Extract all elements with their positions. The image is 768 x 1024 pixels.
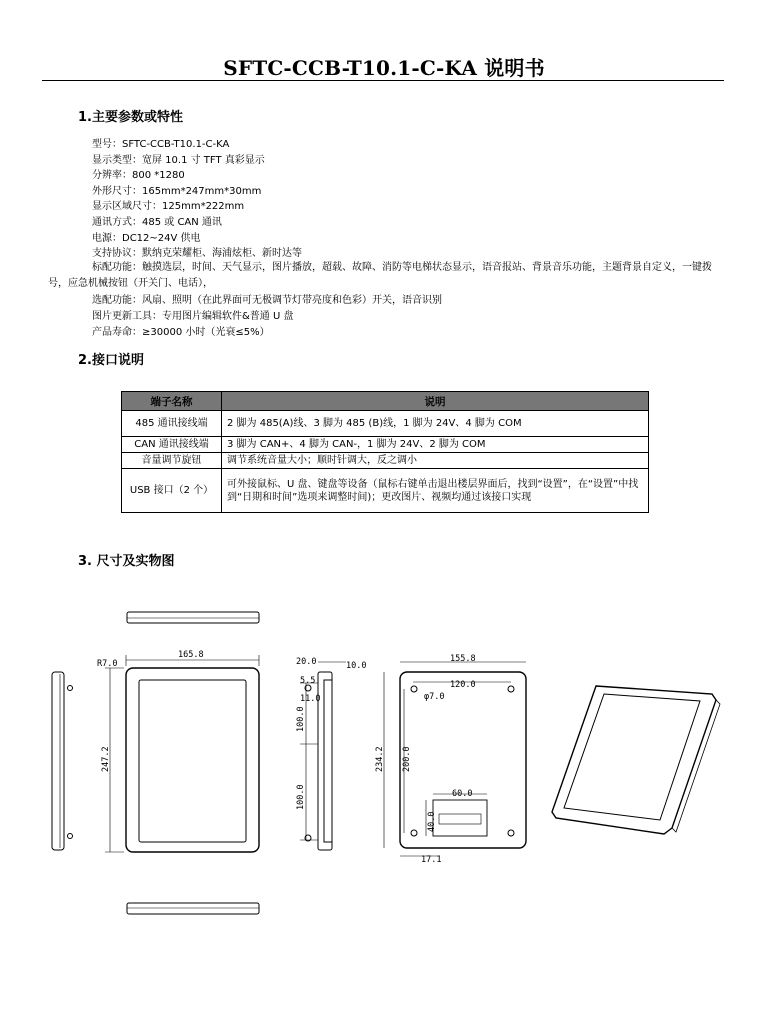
spec-display-type: 显示类型：宽屏 10.1 寸 TFT 真彩显示 bbox=[92, 155, 265, 166]
dim-back-port-width: 60.0 bbox=[452, 789, 473, 799]
spec-resolution: 分辨率：800 *1280 bbox=[92, 170, 185, 181]
column-header-description: 说明 bbox=[222, 392, 649, 411]
dim-front-height: 247.2 bbox=[101, 746, 111, 772]
dim-back-port-height: 40.0 bbox=[427, 811, 437, 832]
section1-heading: 1.主要参数或特性 bbox=[78, 110, 183, 125]
dimension-drawing bbox=[0, 600, 768, 1020]
terminal-description: 调节系统音量大小；顺时针调大，反之调小 bbox=[222, 453, 649, 469]
terminal-description: 2 脚为 485(A)线、3 脚为 485 (B)线，1 脚为 24V、4 脚为 COM bbox=[222, 411, 649, 437]
spec-dimensions: 外形尺寸：165mm*247mm*30mm bbox=[92, 186, 262, 197]
section3-heading: 3. 尺寸及实物图 bbox=[78, 554, 175, 569]
dim-side-top-a: 20.0 bbox=[296, 657, 317, 667]
table-row bbox=[122, 437, 649, 453]
dim-back-hole-v: 200.0 bbox=[402, 746, 412, 772]
interface-table bbox=[121, 391, 649, 513]
section2-heading: 2.接口说明 bbox=[78, 353, 144, 368]
spec-protocol: 支持协议：默纳克荣耀柜、海浦炫柜、新时达等 bbox=[92, 248, 302, 259]
spec-model: 型号：SFTC-CCB-T10.1-C-KA bbox=[92, 139, 230, 150]
dim-side-lower: 100.0 bbox=[296, 784, 306, 810]
table-header-row bbox=[122, 392, 649, 411]
title-divider bbox=[42, 80, 724, 81]
terminal-description: 3 脚为 CAN+、4 脚为 CAN-，1 脚为 24V、2 脚为 COM bbox=[222, 437, 649, 453]
spec-lifetime: 产品寿命：≥30000 小时（光衰≤5%） bbox=[92, 327, 270, 338]
front-view bbox=[105, 655, 259, 852]
spec-power: 电源：DC12~24V 供电 bbox=[92, 233, 201, 244]
dim-back-hole-span: 120.0 bbox=[450, 680, 476, 690]
terminal-name: 485 通讯接线端 bbox=[122, 411, 222, 437]
table-row bbox=[122, 453, 649, 469]
spec-optional-functions: 选配功能：风扇、照明（在此界面可无极调节灯带亮度和色彩）开关，语音识别 bbox=[92, 295, 442, 306]
spec-update-tool: 图片更新工具：专用图片编辑软件&普通 U 盘 bbox=[92, 311, 294, 322]
dim-side-small-a: 5.5 bbox=[300, 676, 316, 686]
dim-back-hole-dia: φ7.0 bbox=[424, 692, 445, 702]
dim-side-top-b: 10.0 bbox=[346, 661, 367, 671]
terminal-name: 音量调节旋钮 bbox=[122, 453, 222, 469]
spec-communication: 通讯方式：485 或 CAN 通讯 bbox=[92, 217, 222, 228]
document-title: SFTC-CCB-T10.1-C-KA 说明书 bbox=[223, 56, 545, 80]
dim-side-upper: 100.0 bbox=[296, 706, 306, 732]
terminal-name: USB 接口（2 个） bbox=[122, 469, 222, 513]
column-header-terminal: 端子名称 bbox=[122, 392, 222, 411]
table-row bbox=[122, 411, 649, 437]
dim-front-width: 165.8 bbox=[178, 650, 204, 660]
side-profile-view bbox=[300, 662, 346, 850]
left-side-view bbox=[52, 672, 73, 850]
dim-side-small-b: 11.0 bbox=[300, 694, 321, 704]
dim-back-width: 155.8 bbox=[450, 654, 476, 664]
terminal-name: CAN 通讯接线端 bbox=[122, 437, 222, 453]
table-row bbox=[122, 469, 649, 513]
dim-back-bottom-offset: 17.1 bbox=[421, 855, 442, 865]
dim-front-radius: R7.0 bbox=[97, 659, 118, 669]
dim-back-height: 234.2 bbox=[375, 746, 385, 772]
spec-display-area: 显示区域尺寸：125mm*222mm bbox=[92, 201, 245, 212]
perspective-view bbox=[552, 686, 720, 834]
terminal-description: 可外接鼠标、U 盘、键盘等设备（鼠标右键单击退出楼层界面后，找到“设置”，在“设置”中找到“日期和时间”选项来调整时间)；更改图片、视频均通过该接口实现 bbox=[222, 469, 649, 513]
spec-standard-functions: 标配功能：触摸选层，时间、天气显示，图片播放，超载、故障、消防等电梯状态显示，语音报站、背景音乐功能，主题背景自定义，一键拨号，应急机械按钮（开关门、电话）， bbox=[48, 262, 712, 289]
